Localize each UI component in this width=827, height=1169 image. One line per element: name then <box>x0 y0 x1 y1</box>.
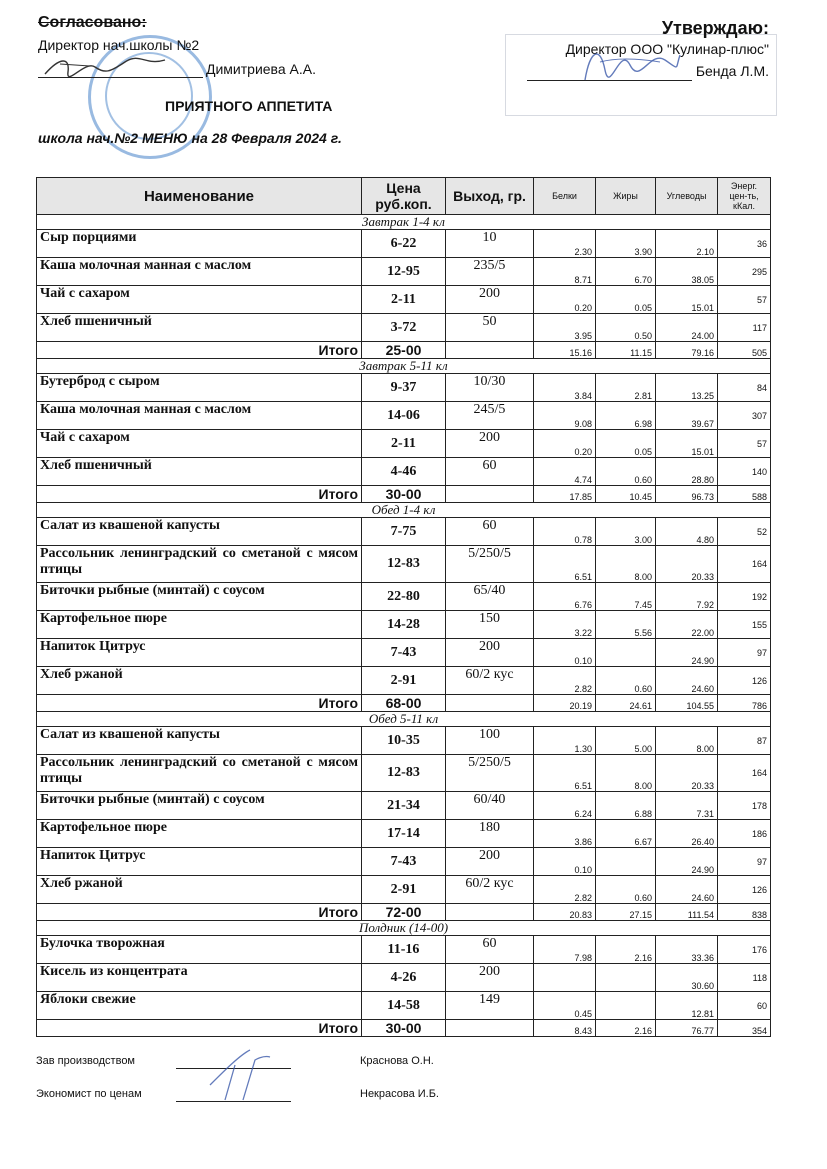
dish-carbs: 30.60 <box>656 964 718 992</box>
dish-name: Булочка творожная <box>37 936 362 964</box>
table-row <box>37 792 771 820</box>
dish-carbs: 15.01 <box>656 430 718 458</box>
dish-carbs: 24.90 <box>656 848 718 876</box>
dish-fats: 0.60 <box>596 876 656 904</box>
menu-title: школа нач.№2 МЕНЮ на 28 Февраля 2024 г. <box>38 130 342 146</box>
dish-output: 10 <box>446 230 534 258</box>
total-label: Итого <box>37 486 362 503</box>
total-label: Итого <box>37 1020 362 1037</box>
footer-signature <box>205 1045 275 1105</box>
dish-proteins: 0.10 <box>534 639 596 667</box>
approval-right-name: Бенда Л.М. <box>695 63 769 79</box>
dish-carbs: 7.92 <box>656 583 718 611</box>
col-carbs-header: Углеводы <box>656 178 718 215</box>
dish-carbs: 22.00 <box>656 611 718 639</box>
table-row <box>37 518 771 546</box>
dish-fats <box>596 992 656 1020</box>
dish-proteins: 3.84 <box>534 374 596 402</box>
dish-price: 7-43 <box>362 639 446 667</box>
dish-energy: 155 <box>718 611 771 639</box>
dish-proteins <box>534 964 596 992</box>
section-title: Полдник (14-00) <box>37 921 771 936</box>
total-row <box>37 1020 771 1037</box>
total-label: Итого <box>37 904 362 921</box>
dish-price: 17-14 <box>362 820 446 848</box>
dish-fats: 0.05 <box>596 286 656 314</box>
table-row <box>37 230 771 258</box>
dish-price: 12-83 <box>362 755 446 792</box>
dish-output: 200 <box>446 286 534 314</box>
total-energy: 838 <box>718 904 771 921</box>
dish-energy: 84 <box>718 374 771 402</box>
dish-carbs: 15.01 <box>656 286 718 314</box>
dish-name: Рассольник ленинградский со сметаной с мясом птицы <box>37 755 362 792</box>
dish-name: Напиток Цитрус <box>37 848 362 876</box>
total-output <box>446 695 534 712</box>
dish-output: 200 <box>446 964 534 992</box>
dish-name: Хлеб ржаной <box>37 667 362 695</box>
total-fats: 10.45 <box>596 486 656 503</box>
dish-energy: 97 <box>718 639 771 667</box>
total-energy: 588 <box>718 486 771 503</box>
dish-carbs: 24.60 <box>656 876 718 904</box>
table-row <box>37 727 771 755</box>
dish-energy: 57 <box>718 430 771 458</box>
dish-proteins: 6.51 <box>534 755 596 792</box>
dish-energy: 126 <box>718 667 771 695</box>
dish-name: Картофельное пюре <box>37 611 362 639</box>
dish-name: Кисель из концентрата <box>37 964 362 992</box>
dish-proteins: 0.20 <box>534 286 596 314</box>
section-row <box>37 921 771 936</box>
total-fats: 24.61 <box>596 695 656 712</box>
dish-price: 21-34 <box>362 792 446 820</box>
dish-proteins: 3.86 <box>534 820 596 848</box>
total-proteins: 15.16 <box>534 342 596 359</box>
dish-carbs: 20.33 <box>656 546 718 583</box>
footer-name-2: Некрасова И.Б. <box>360 1088 439 1100</box>
total-price: 25-00 <box>362 342 446 359</box>
footer-name-1: Краснова О.Н. <box>360 1055 434 1067</box>
dish-name: Чай с сахаром <box>37 286 362 314</box>
total-carbs: 76.77 <box>656 1020 718 1037</box>
dish-energy: 126 <box>718 876 771 904</box>
dish-price: 14-28 <box>362 611 446 639</box>
section-row <box>37 712 771 727</box>
table-row <box>37 583 771 611</box>
dish-energy: 87 <box>718 727 771 755</box>
dish-carbs: 13.25 <box>656 374 718 402</box>
table-row <box>37 936 771 964</box>
total-proteins: 20.19 <box>534 695 596 712</box>
total-proteins: 17.85 <box>534 486 596 503</box>
dish-price: 12-83 <box>362 546 446 583</box>
dish-output: 149 <box>446 992 534 1020</box>
dish-carbs: 20.33 <box>656 755 718 792</box>
dish-name: Сыр порциями <box>37 230 362 258</box>
dish-energy: 178 <box>718 792 771 820</box>
dish-fats: 0.05 <box>596 430 656 458</box>
dish-fats <box>596 964 656 992</box>
total-fats: 2.16 <box>596 1020 656 1037</box>
total-price: 72-00 <box>362 904 446 921</box>
dish-energy: 295 <box>718 258 771 286</box>
dish-fats: 8.00 <box>596 755 656 792</box>
col-output-header: Выход, гр. <box>446 178 534 215</box>
dish-output: 65/40 <box>446 583 534 611</box>
dish-price: 14-58 <box>362 992 446 1020</box>
total-label: Итого <box>37 342 362 359</box>
total-fats: 27.15 <box>596 904 656 921</box>
dish-name: Каша молочная манная с маслом <box>37 402 362 430</box>
dish-energy: 176 <box>718 936 771 964</box>
dish-carbs: 39.67 <box>656 402 718 430</box>
dish-output: 100 <box>446 727 534 755</box>
dish-carbs: 7.31 <box>656 792 718 820</box>
total-output <box>446 486 534 503</box>
table-row <box>37 992 771 1020</box>
total-energy: 505 <box>718 342 771 359</box>
dish-proteins: 3.22 <box>534 611 596 639</box>
dish-proteins: 2.82 <box>534 667 596 695</box>
total-energy: 786 <box>718 695 771 712</box>
col-proteins-header: Белки <box>534 178 596 215</box>
dish-fats: 8.00 <box>596 546 656 583</box>
dish-proteins: 2.30 <box>534 230 596 258</box>
dish-proteins: 6.76 <box>534 583 596 611</box>
dish-fats: 6.70 <box>596 258 656 286</box>
total-price: 68-00 <box>362 695 446 712</box>
dish-price: 4-46 <box>362 458 446 486</box>
dish-name: Биточки рыбные (минтай) с соусом <box>37 583 362 611</box>
dish-proteins: 6.24 <box>534 792 596 820</box>
dish-name: Рассольник ленинградский со сметаной с мясом птицы <box>37 546 362 583</box>
dish-name: Биточки рыбные (минтай) с соусом <box>37 792 362 820</box>
section-row <box>37 215 771 230</box>
total-proteins: 8.43 <box>534 1020 596 1037</box>
dish-output: 200 <box>446 848 534 876</box>
table-row <box>37 611 771 639</box>
table-row <box>37 755 771 792</box>
dish-energy: 52 <box>718 518 771 546</box>
dish-price: 3-72 <box>362 314 446 342</box>
signature-left <box>40 52 170 82</box>
total-row <box>37 695 771 712</box>
col-energy-header: Энерг. цен-ть, кКал. <box>718 178 771 215</box>
dish-carbs: 28.80 <box>656 458 718 486</box>
dish-price: 4-26 <box>362 964 446 992</box>
dish-carbs: 24.60 <box>656 667 718 695</box>
dish-fats: 6.98 <box>596 402 656 430</box>
dish-price: 12-95 <box>362 258 446 286</box>
dish-proteins: 3.95 <box>534 314 596 342</box>
section-row <box>37 359 771 374</box>
table-row <box>37 667 771 695</box>
dish-fats: 7.45 <box>596 583 656 611</box>
section-row <box>37 503 771 518</box>
table-row <box>37 639 771 667</box>
section-title: Обед 5-11 кл <box>37 712 771 727</box>
table-row <box>37 820 771 848</box>
dish-carbs: 2.10 <box>656 230 718 258</box>
dish-output: 245/5 <box>446 402 534 430</box>
dish-carbs: 26.40 <box>656 820 718 848</box>
dish-output: 235/5 <box>446 258 534 286</box>
dish-proteins: 0.45 <box>534 992 596 1020</box>
dish-output: 60 <box>446 518 534 546</box>
approval-right-title: Утверждаю: <box>661 18 769 38</box>
dish-name: Яблоки свежие <box>37 992 362 1020</box>
total-output <box>446 342 534 359</box>
total-row <box>37 486 771 503</box>
dish-energy: 307 <box>718 402 771 430</box>
appetite-title: ПРИЯТНОГО АППЕТИТА <box>165 98 333 114</box>
dish-carbs: 33.36 <box>656 936 718 964</box>
dish-output: 5/250/5 <box>446 755 534 792</box>
approval-left-name: Димитриева А.А. <box>206 61 316 77</box>
total-energy: 354 <box>718 1020 771 1037</box>
dish-proteins: 1.30 <box>534 727 596 755</box>
dish-energy: 186 <box>718 820 771 848</box>
table-row <box>37 458 771 486</box>
dish-name: Бутерброд с сыром <box>37 374 362 402</box>
dish-fats: 5.00 <box>596 727 656 755</box>
dish-name: Чай с сахаром <box>37 430 362 458</box>
section-title: Завтрак 1-4 кл <box>37 215 771 230</box>
dish-carbs: 4.80 <box>656 518 718 546</box>
total-fats: 11.15 <box>596 342 656 359</box>
dish-carbs: 24.90 <box>656 639 718 667</box>
table-row <box>37 402 771 430</box>
total-proteins: 20.83 <box>534 904 596 921</box>
dish-name: Хлеб пшеничный <box>37 314 362 342</box>
dish-fats: 5.56 <box>596 611 656 639</box>
dish-price: 7-43 <box>362 848 446 876</box>
dish-proteins: 4.74 <box>534 458 596 486</box>
dish-carbs: 38.05 <box>656 258 718 286</box>
total-row <box>37 342 771 359</box>
col-price-header: Цена руб.коп. <box>362 178 446 215</box>
dish-price: 2-11 <box>362 286 446 314</box>
dish-name: Салат из квашеной капусты <box>37 518 362 546</box>
dish-output: 150 <box>446 611 534 639</box>
dish-fats: 0.50 <box>596 314 656 342</box>
section-title: Завтрак 5-11 кл <box>37 359 771 374</box>
dish-output: 60 <box>446 458 534 486</box>
dish-energy: 60 <box>718 992 771 1020</box>
dish-carbs: 24.00 <box>656 314 718 342</box>
footer-role-1: Зав производством <box>36 1055 135 1067</box>
total-output <box>446 904 534 921</box>
dish-price: 2-11 <box>362 430 446 458</box>
dish-fats: 2.81 <box>596 374 656 402</box>
footer-role-2: Экономист по ценам <box>36 1088 142 1100</box>
dish-fats <box>596 848 656 876</box>
signature-right <box>575 40 685 85</box>
dish-fats: 6.67 <box>596 820 656 848</box>
dish-price: 14-06 <box>362 402 446 430</box>
table-header-row <box>37 178 771 215</box>
dish-output: 60 <box>446 936 534 964</box>
dish-name: Напиток Цитрус <box>37 639 362 667</box>
total-carbs: 96.73 <box>656 486 718 503</box>
dish-name: Хлеб пшеничный <box>37 458 362 486</box>
col-name-header: Наименование <box>37 178 362 215</box>
dish-proteins: 0.78 <box>534 518 596 546</box>
section-title: Обед 1-4 кл <box>37 503 771 518</box>
dish-output: 180 <box>446 820 534 848</box>
total-carbs: 111.54 <box>656 904 718 921</box>
dish-energy: 164 <box>718 755 771 792</box>
table-row <box>37 258 771 286</box>
dish-proteins: 0.20 <box>534 430 596 458</box>
total-price: 30-00 <box>362 486 446 503</box>
total-carbs: 104.55 <box>656 695 718 712</box>
dish-output: 10/30 <box>446 374 534 402</box>
dish-fats: 0.60 <box>596 458 656 486</box>
approval-right-position: Директор ООО "Кулинар-плюс" <box>565 41 769 57</box>
total-label: Итого <box>37 695 362 712</box>
dish-energy: 36 <box>718 230 771 258</box>
dish-fats <box>596 639 656 667</box>
dish-energy: 192 <box>718 583 771 611</box>
dish-output: 50 <box>446 314 534 342</box>
dish-proteins: 9.08 <box>534 402 596 430</box>
dish-energy: 97 <box>718 848 771 876</box>
dish-price: 2-91 <box>362 876 446 904</box>
table-row <box>37 374 771 402</box>
dish-price: 6-22 <box>362 230 446 258</box>
table-row <box>37 848 771 876</box>
approval-left-position: Директор нач.школы №2 <box>38 37 200 53</box>
table-row <box>37 314 771 342</box>
dish-name: Салат из квашеной капусты <box>37 727 362 755</box>
total-price: 30-00 <box>362 1020 446 1037</box>
dish-fats: 0.60 <box>596 667 656 695</box>
dish-energy: 118 <box>718 964 771 992</box>
table-row <box>37 964 771 992</box>
dish-price: 9-37 <box>362 374 446 402</box>
dish-price: 22-80 <box>362 583 446 611</box>
dish-name: Каша молочная манная с маслом <box>37 258 362 286</box>
col-fats-header: Жиры <box>596 178 656 215</box>
dish-name: Картофельное пюре <box>37 820 362 848</box>
total-row <box>37 904 771 921</box>
table-row <box>37 546 771 583</box>
dish-fats: 6.88 <box>596 792 656 820</box>
dish-proteins: 7.98 <box>534 936 596 964</box>
dish-output: 60/2 кус <box>446 667 534 695</box>
dish-energy: 117 <box>718 314 771 342</box>
dish-fats: 3.00 <box>596 518 656 546</box>
dish-output: 200 <box>446 639 534 667</box>
dish-price: 10-35 <box>362 727 446 755</box>
dish-price: 11-16 <box>362 936 446 964</box>
dish-energy: 57 <box>718 286 771 314</box>
total-output <box>446 1020 534 1037</box>
table-row <box>37 286 771 314</box>
dish-price: 7-75 <box>362 518 446 546</box>
dish-proteins: 6.51 <box>534 546 596 583</box>
total-carbs: 79.16 <box>656 342 718 359</box>
dish-proteins: 0.10 <box>534 848 596 876</box>
menu-table <box>36 177 771 1037</box>
dish-name: Хлеб ржаной <box>37 876 362 904</box>
dish-proteins: 8.71 <box>534 258 596 286</box>
dish-output: 5/250/5 <box>446 546 534 583</box>
dish-fats: 3.90 <box>596 230 656 258</box>
approval-left-title: Согласовано: <box>38 14 147 31</box>
table-row <box>37 876 771 904</box>
dish-fats: 2.16 <box>596 936 656 964</box>
dish-proteins: 2.82 <box>534 876 596 904</box>
dish-output: 200 <box>446 430 534 458</box>
table-row <box>37 430 771 458</box>
dish-carbs: 12.81 <box>656 992 718 1020</box>
dish-output: 60/2 кус <box>446 876 534 904</box>
dish-carbs: 8.00 <box>656 727 718 755</box>
dish-energy: 164 <box>718 546 771 583</box>
dish-price: 2-91 <box>362 667 446 695</box>
dish-energy: 140 <box>718 458 771 486</box>
dish-output: 60/40 <box>446 792 534 820</box>
